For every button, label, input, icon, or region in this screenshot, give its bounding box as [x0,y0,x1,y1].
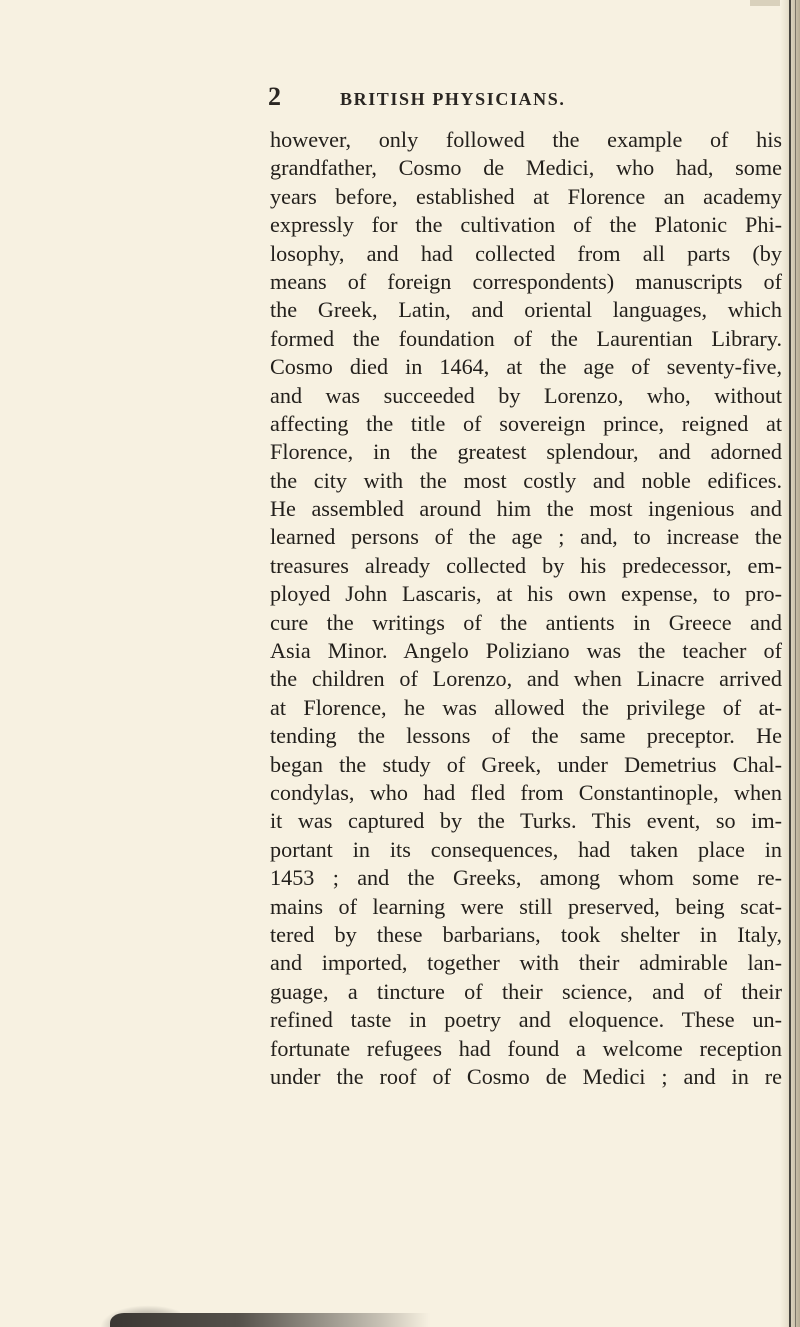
text-line: Asia Minor. Angelo Poliziano was the teacher of [270,638,782,664]
text-line: guage, a tincture of their science, and of their [270,978,782,1004]
text-line: ployed John Lascaris, at his own expense, to pro- [270,581,782,607]
binding-line [789,0,791,1327]
text-line: the children of Lorenzo, and when Linacre arrived [270,666,782,692]
text-line: He assembled around him the most ingenious and [270,496,782,522]
text-line: fortunate refugees had found a welcome reception [270,1035,782,1061]
text-line: it was captured by the Turks. This event, so im- [270,808,782,834]
text-line: began the study of Greek, under Demetrius Chal- [270,751,782,777]
text-line: losophy, and had collected from all parts (by [270,240,782,266]
text-line: under the roof of Cosmo de Medici ; and in re [270,1063,782,1089]
text-line: means of foreign correspondents) manuscripts of [270,268,782,294]
text-line: the Greek, Latin, and oriental languages, which [270,297,782,323]
text-line: and was succeeded by Lorenzo, who, without [270,382,782,408]
scan-smudge [110,1313,430,1327]
text-line: condylas, who had fled from Constantinople, when [270,779,782,805]
page-edge [750,0,780,6]
text-line: 1453 ; and the Greeks, among whom some re- [270,865,782,891]
page-header [268,82,628,118]
text-line: affecting the title of sovereign prince, reigned at [270,410,782,436]
page-number: 2 [268,82,281,111]
text-line: the city with the most costly and noble edifices. [270,467,782,493]
text-line: tending the lessons of the same preceptor. He [270,723,782,749]
running-head: BRITISH PHYSICIANS. [340,89,566,109]
text-line: grandfather, Cosmo de Medici, who had, some [270,155,782,181]
text-line: and imported, together with their admirable lan- [270,950,782,976]
text-line: Cosmo died in 1464, at the age of seventy-five, [270,354,782,380]
body-text [270,126,782,1091]
text-line: Florence, in the greatest splendour, and adorned [270,439,782,465]
text-line: treasures already collected by his predecessor, em- [270,552,782,578]
text-line: expressly for the cultivation of the Platonic Phi- [270,212,782,238]
text-line: learned persons of the age ; and, to increase the [270,524,782,550]
text-line: however, only followed the example of his [270,127,782,152]
binding-line [795,0,796,1327]
text-line: tered by these barbarians, took shelter in Italy, [270,921,782,947]
text-line: refined taste in poetry and eloquence. These un- [270,1007,782,1033]
text-line: at Florence, he was allowed the privilege of at- [270,694,782,720]
text-line: portant in its consequences, had taken place in [270,836,782,862]
text-line: formed the foundation of the Laurentian Library. [270,325,782,351]
text-line: cure the writings of the antients in Greece and [270,609,782,635]
text-line: mains of learning were still preserved, being scat- [270,893,782,919]
text-line: years before, established at Florence an academy [270,183,782,209]
